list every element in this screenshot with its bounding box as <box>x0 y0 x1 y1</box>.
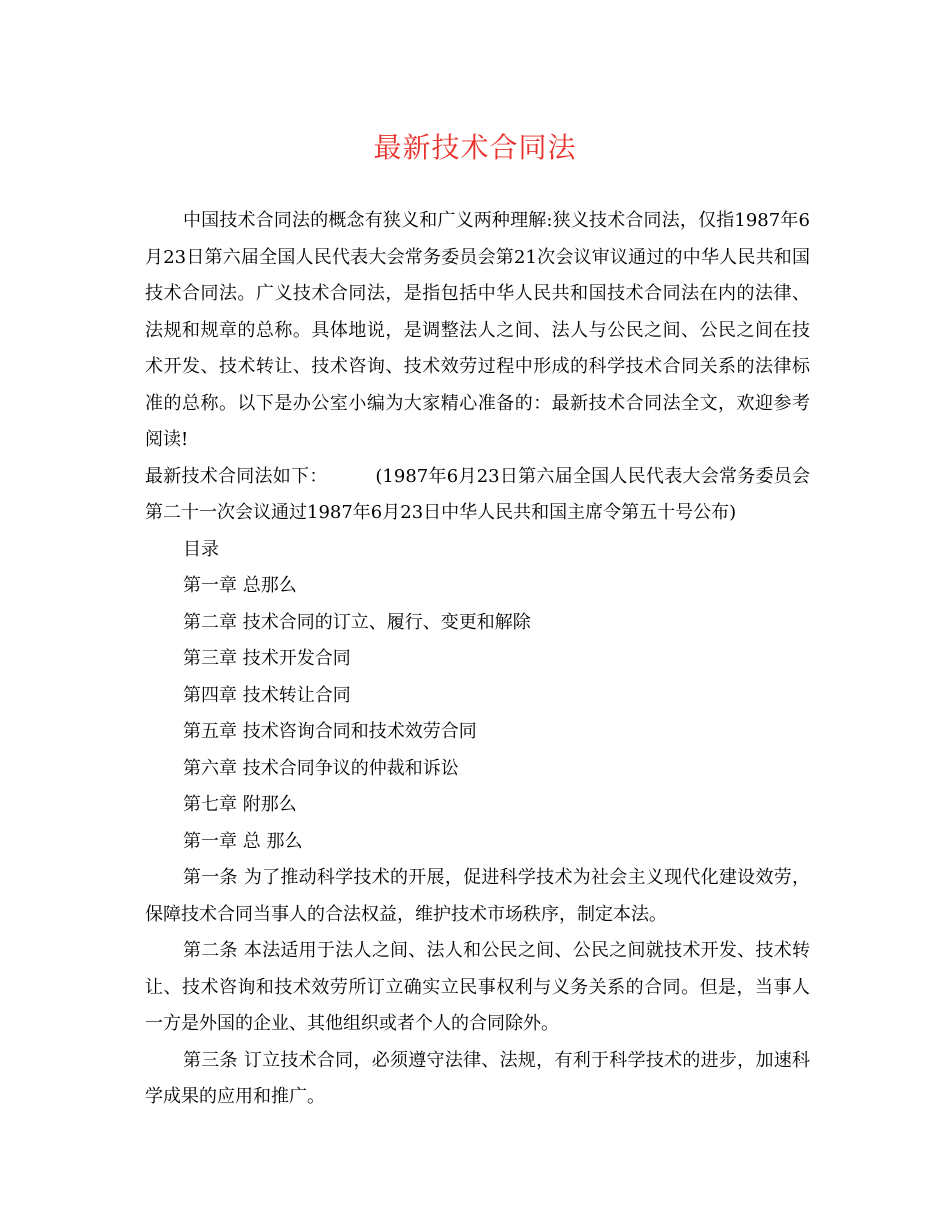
toc-item: 第三章 技术开发合同 <box>183 648 351 669</box>
law-header-paragraph: 最新技术合同法如下： (1987年6月23日第六届全国人民代表大会常务委员会第二十一次会议通过1987年6月23日中华人民共和国主席令第五十号公布) <box>145 465 810 523</box>
toc-item: 第一章 总那么 <box>183 575 297 596</box>
document-body <box>145 203 810 1116</box>
intro-paragraph: 中国技术合同法的概念有狭义和广义两种理解:狭义技术合同法，仅指1987年6月23日第六届全国人民代表大会常务委员会第21次会议审议通过的中华人民共和国技术合同法。广义技术合同法，是指包括中华人民共和国技术合同法在内的法律、法规和规章的总称。具体地说，是调整法人之间、法人与公民之间、公民之间在技术开发、技术转让、技术咨询、技术效劳过程中形成的科学技术合同关系的法律标准的总称。以下是办公室小编为大家精心准备的：最新技术合同法全文，欢迎参考阅读! <box>145 210 810 450</box>
chapter-heading: 第一章 总 那么 <box>183 830 303 852</box>
article-paragraph: 第二条 本法适用于法人之间、法人和公民之间、公民之间就技术开发、技术转让、技术咨询和技术效劳所订立确实立民事权利与义务关系的合同。但是，当事人一方是外国的企业、其他组织或者个人的合同除外。 <box>145 940 810 1034</box>
toc-item: 第六章 技术合同争议的仲裁和诉讼 <box>183 757 459 779</box>
document-title: 最新技术合同法 <box>373 131 577 164</box>
toc-item: 第二章 技术合同的订立、履行、变更和解除 <box>183 611 531 633</box>
toc-item: 第四章 技术转让合同 <box>183 684 351 706</box>
toc-item: 第七章 附那么 <box>183 794 297 815</box>
toc-item: 第五章 技术咨询合同和技术效劳合同 <box>183 721 477 742</box>
article-paragraph: 第三条 订立技术合同，必须遵守法律、法规，有利于科学技术的进步，加速科学成果的应用和推广。 <box>145 1049 810 1107</box>
article-paragraph: 第一条 为了推动科学技术的开展，促进科学技术为社会主义现代化建设效劳，保障技术合同当事人的合法权益，维护技术市场秩序，制定本法。 <box>145 867 810 925</box>
toc-heading: 目录 <box>183 538 219 560</box>
